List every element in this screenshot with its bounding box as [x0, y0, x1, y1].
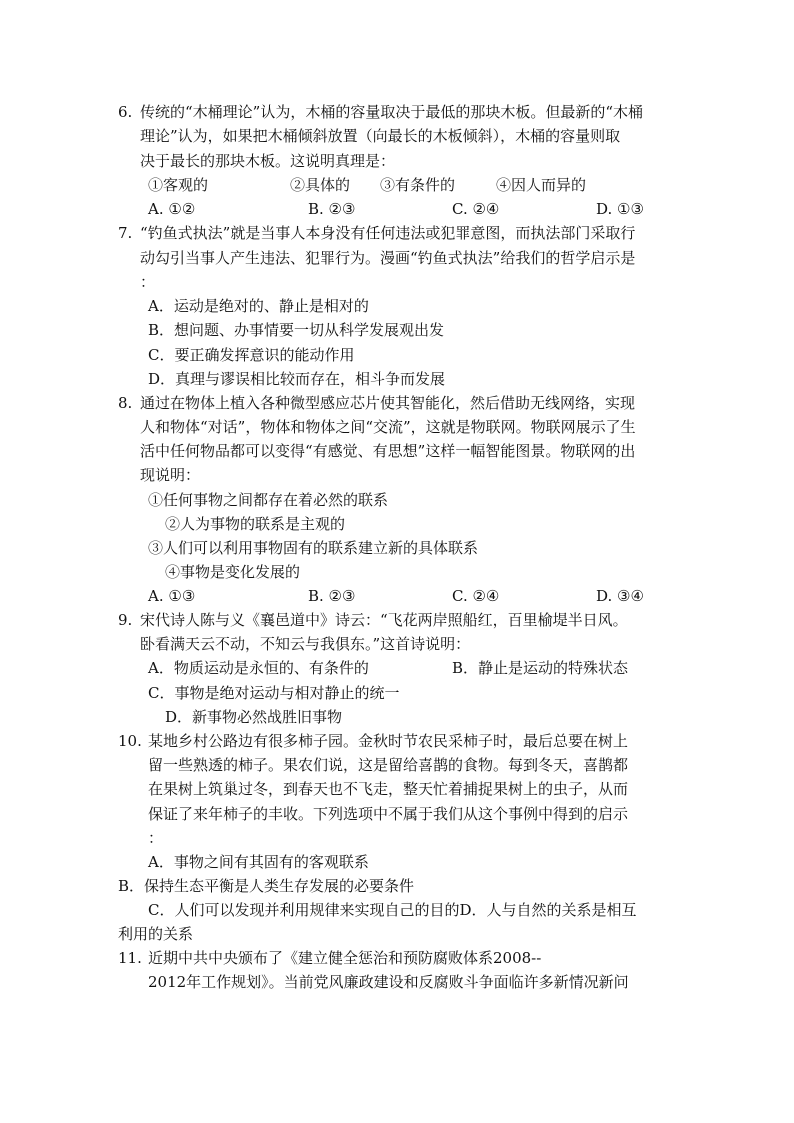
statement: ③有条件的 [380, 176, 456, 194]
statement: ④事物是变化发展的 [165, 563, 301, 581]
question-number: 7. [118, 224, 133, 242]
question-number: 6. [118, 103, 133, 121]
option-b: B．保持生态平衡是人类生存发展的必要条件 [118, 877, 415, 895]
question-stem-line: 动勾引当事人产生违法、犯罪行为。漫画“钓鱼式执法”给我们的哲学启示是 [140, 249, 636, 267]
question-stem-line: 某地乡村公路边有很多柿子园。金秋时节农民采柿子时，最后总要在树上 [148, 732, 629, 750]
option-a: A．物质运动是永恒的、有条件的 [148, 659, 369, 677]
question-number: 9. [118, 611, 133, 629]
question-number: 11. [118, 949, 142, 967]
option-d: D．真理与谬误相比较而存在，相斗争而发展 [148, 370, 446, 388]
option-a: A．运动是绝对的、静止是相对的 [148, 297, 369, 315]
question-stem-line: 通过在物体上植入各种微型感应芯片使其智能化，然后借助无线网络，实现 [140, 394, 636, 412]
question-stem-line: 决于最长的那块木板。这说明真理是： [140, 152, 396, 170]
option-a: A．事物之间有其固有的客观联系 [148, 853, 369, 871]
option-c: C. ②④ [452, 587, 500, 605]
question-stem-line: “钓鱼式执法”就是当事人本身没有任何违法或犯罪意图，而执法部门采取行 [140, 224, 636, 242]
statement: ③人们可以利用事物固有的联系建立新的具体联系 [148, 539, 479, 557]
question-stem-line: 卧看满天云不动，不知云与我俱东。”这首诗说明： [140, 635, 471, 653]
question-stem-line: 2012年工作规划》。当前党风廉政建设和反腐败斗争面临许多新情况新问 [148, 973, 629, 991]
question-stem-line: 传统的“木桶理论”认为，木桶的容量取决于最低的那块木板。但最新的“木桶 [140, 103, 644, 121]
question-stem-line: 理论”认为，如果把木桶倾斜放置（向最长的木板倾斜），木桶的容量则取 [140, 127, 621, 145]
question-stem-line: ： [148, 829, 164, 847]
statement: ①客观的 [148, 176, 209, 194]
question-stem-line: 活中任何物品都可以变得“有感觉、有思想”这样一幅智能图景。物联网的出 [140, 442, 636, 460]
option-a: A. ①② [148, 200, 196, 218]
question-stem-line: 在果树上筑巢过冬，到春天也不飞走，整天忙着捕捉果树上的虫子，从而 [148, 780, 629, 798]
question-stem-line: ： [140, 273, 156, 291]
question-stem-line: 留一些熟透的柿子。果农们说，这是留给喜鹊的食物。每到冬天，喜鹊都 [148, 756, 629, 774]
question-stem-line: 宋代诗人陈与义《襄邑道中》诗云：“飞花两岸照船红，百里榆堤半日风。 [140, 611, 628, 629]
option-c: C．要正确发挥意识的能动作用 [148, 346, 355, 364]
option-c: C．事物是绝对运动与相对静止的统一 [148, 684, 400, 702]
question-stem-line: 近期中共中央颁布了《建立健全惩治和预防腐败体系2008-- [148, 949, 542, 967]
question-stem-line: 现说明： [140, 466, 201, 484]
question-number: 8. [118, 394, 133, 412]
question-number: 10. [118, 732, 142, 750]
option-d: D. ①③ [596, 200, 644, 218]
option-c: C. ②④ [452, 200, 500, 218]
statement: ②具体的 [290, 176, 351, 194]
option-d: D．新事物必然战胜旧事物 [165, 708, 343, 726]
option-a: A. ①③ [148, 587, 196, 605]
statement: ④因人而异的 [496, 176, 587, 194]
question-stem-line: 保证了来年柿子的丰收。下列选项中不属于我们从这个事例中得到的启示 [148, 805, 629, 823]
option-c-d: C．人们可以发现并利用规律来实现自己的目的D．人与自然的关系是相互 [148, 901, 637, 919]
option-d: D. ③④ [596, 587, 644, 605]
option-b: B. ②③ [308, 200, 356, 218]
option-d-continued: 利用的关系 [118, 925, 194, 943]
option-b: B. ②③ [308, 587, 356, 605]
question-stem-line: 人和物体“对话”，物体和物体之间“交流”，这就是物联网。物联网展示了生 [140, 418, 636, 436]
option-b: B．静止是运动的特殊状态 [452, 659, 629, 677]
option-b: B．想问题、办事情要一切从科学发展观出发 [148, 321, 445, 339]
statement: ②人为事物的联系是主观的 [165, 515, 346, 533]
statement: ①任何事物之间都存在着必然的联系 [148, 491, 389, 509]
